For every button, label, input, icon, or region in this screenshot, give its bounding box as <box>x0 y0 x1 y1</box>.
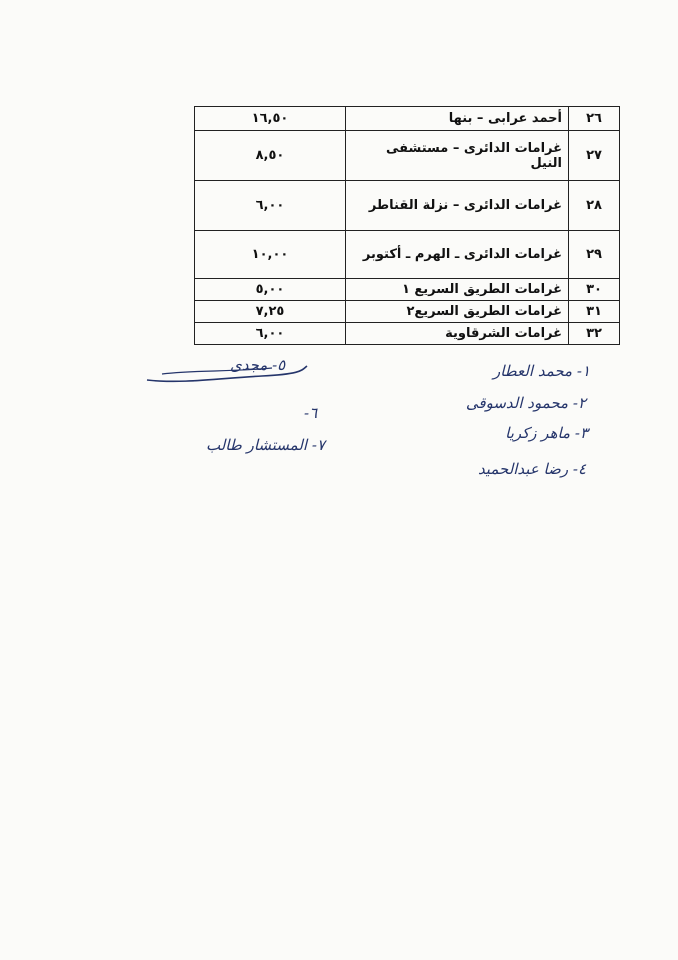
table-row <box>195 181 620 231</box>
fare-value: ٥,٠٠ <box>195 279 346 301</box>
signature-4: ٤- رضا عبدالحميد <box>477 460 586 478</box>
route-description: غرامات الدائرى – مستشفى النيل <box>346 131 569 181</box>
signature-7: ٧- المستشار طالب <box>206 436 325 454</box>
signature-3: ٣- ماهر زكريا <box>505 424 588 442</box>
table-row <box>195 323 620 345</box>
fare-value: ١٦,٥٠ <box>195 107 346 131</box>
row-number: ٢٦ <box>569 107 620 131</box>
fare-value: ٦,٠٠ <box>195 181 346 231</box>
fares-table <box>194 106 620 345</box>
fare-value: ٧,٢٥ <box>195 301 346 323</box>
fare-value: ٦,٠٠ <box>195 323 346 345</box>
route-description: غرامات الطريق السريع ١ <box>346 279 569 301</box>
row-number: ٢٧ <box>569 131 620 181</box>
signature-2: ٢- محمود الدسوقى <box>465 394 586 412</box>
signature-5: ٥- مجدى <box>230 356 286 374</box>
fare-value: ٨,٥٠ <box>195 131 346 181</box>
route-description: غرامات الطريق السريع٢ <box>346 301 569 323</box>
route-description: غرامات الدائرى – نزلة القناطر <box>346 181 569 231</box>
row-number: ٣١ <box>569 301 620 323</box>
fare-value: ١٠,٠٠ <box>195 231 346 279</box>
row-number: ٢٨ <box>569 181 620 231</box>
route-description: غرامات الشرقاوية <box>346 323 569 345</box>
signature-6: ٦- <box>304 404 318 422</box>
row-number: ٢٩ <box>569 231 620 279</box>
route-description: غرامات الدائرى ـ الهرم ـ أكتوبر <box>346 231 569 279</box>
signature-1: ١- محمد العطار <box>492 362 590 380</box>
table-row <box>195 279 620 301</box>
route-description: أحمد عرابى – بنها <box>346 107 569 131</box>
table-row <box>195 131 620 181</box>
table-row <box>195 107 620 131</box>
signature-5-scribble <box>142 360 312 390</box>
table-row <box>195 301 620 323</box>
row-number: ٣٢ <box>569 323 620 345</box>
row-number: ٣٠ <box>569 279 620 301</box>
table-row <box>195 231 620 279</box>
